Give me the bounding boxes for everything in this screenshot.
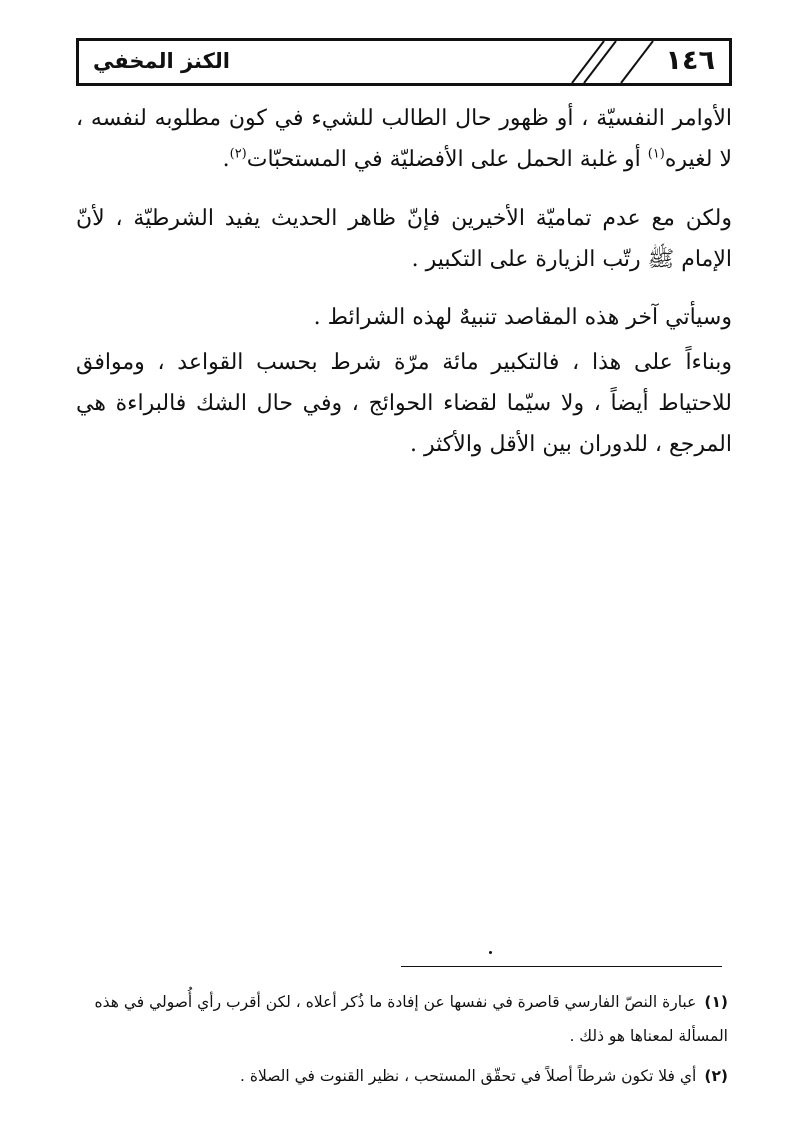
running-header: [76, 38, 732, 86]
footnote-2-text: أي فلا تكون شرطاً أصلاً في تحقّق المستحب ، نظير القنوت في الصلاة .: [239, 1067, 697, 1085]
paragraph-1: [76, 98, 732, 180]
book-title: الكنز المخفي: [93, 49, 230, 73]
footnote-separator: [401, 966, 722, 967]
footnote-1: [76, 985, 728, 1053]
footnote-2: [76, 1059, 728, 1093]
paragraph-3: وسيأتي آخر هذه المقاصد تنبيهٌ لهذه الشرائط .: [313, 305, 732, 330]
page-number: ١٤٦: [665, 45, 715, 76]
footnote-2-number: (٢): [704, 1067, 728, 1085]
footnote-marker-dot: [489, 951, 492, 954]
paragraph-1-end: .: [222, 147, 230, 172]
paragraph-1-text-continued: أو غلبة الحمل على الأفضليّة في المستحبّات: [246, 147, 648, 172]
footnote-ref-2[interactable]: (٢): [229, 146, 247, 162]
footnote-1-number: (١): [704, 993, 728, 1011]
footnote-ref-1[interactable]: (١): [647, 146, 665, 162]
paragraph-4: وبناءاً على هذا ، فالتكبير مائة مرّة شرط بحسب القواعد ، وموافق للاحتياط أيضاً ، ولا سيّما لقضاء الحوائج ، وفي حال الشك فالبراءة هي المرجع ، للدوران بين الأقل والأكثر .: [76, 350, 732, 457]
paragraph-1-text: الأوامر النفسيّة ، أو ظهور حال الطالب للشيء في كون مطلوبه لنفسه ، لا لغيره: [76, 106, 732, 172]
footnote-1-text: عبارة النصّ الفارسي قاصرة في نفسها عن إفادة ما ذُكر أعلاه ، لكن أقرب رأي أُصولي في هذه المسألة لمعناها هو ذلك .: [94, 993, 728, 1045]
paragraph-2: ولكن مع عدم تماميّة الأخيرين فإنّ ظاهر الحديث يفيد الشرطيّة ، لأنّ الإمام ﷺ رتّب الزيارة على التكبير .: [76, 206, 732, 272]
